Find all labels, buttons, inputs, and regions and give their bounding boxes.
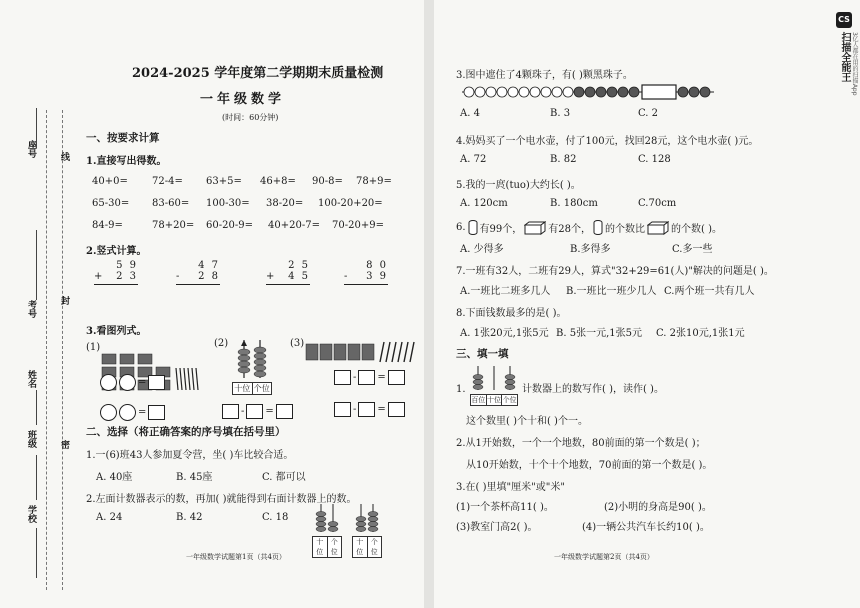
page-fold: [424, 0, 434, 608]
answer-boxes-1a: =: [100, 374, 165, 391]
choice-8: 8.下面钱数最多的是( )。: [456, 308, 567, 319]
line-label: 线: [59, 152, 69, 161]
choice-2-option-b[interactable]: B. 42: [176, 512, 203, 523]
answer-box[interactable]: [148, 375, 165, 390]
fill-3-item-1: (1)一个茶杯高11( )。: [456, 502, 554, 513]
choice-2: 2.左面计数器表示的数，再加( )就能得到右面计数器上的数。: [86, 494, 357, 505]
calc-cell: 78+9=: [356, 176, 392, 187]
exam-no-label: 考号: [26, 300, 36, 318]
exam-subtitle: 一年级数学: [200, 92, 286, 107]
answer-box[interactable]: [222, 404, 239, 419]
choice-2-option-a[interactable]: A. 24: [96, 512, 123, 523]
section-2-title: 二、选择（将正确答案的序号填在括号里）: [86, 426, 286, 438]
choice-5-option-a[interactable]: A. 120cm: [460, 198, 508, 209]
fill-2-line2: 从10开始数，十个十个地数，70前面的第一个数是( )。: [466, 460, 713, 471]
pic-label-1: (1): [86, 342, 101, 353]
cylinder-icon: [468, 220, 478, 235]
choice-3-option-c[interactable]: C. 2: [638, 108, 659, 119]
calc-cell: 100-20+20=: [318, 198, 383, 209]
left-footer: 一年级数学试题第1页（共4页）: [186, 553, 286, 561]
calc-cell: 72-4=: [152, 176, 183, 187]
q3-title: 3.看图列式。: [86, 326, 147, 337]
choice-2-option-c[interactable]: C. 18: [262, 512, 289, 523]
calc-cell: 100-30=: [206, 198, 250, 209]
calc-cell: 60-20-9=: [206, 220, 253, 231]
answer-box[interactable]: [358, 402, 375, 417]
fill-3-title: 3.在( )里填"厘米"或"米": [456, 482, 565, 493]
calc-cell: 38-20=: [266, 198, 304, 209]
exam-time: (时间：60分钟): [222, 113, 279, 122]
class-label: 班级: [26, 430, 36, 448]
choice-8-option-a[interactable]: A. 1张20元,1张5元: [460, 328, 549, 339]
choice-1-option-c[interactable]: C. 都可以: [262, 472, 306, 483]
answer-circle[interactable]: [119, 404, 136, 421]
vertical-calc-1: 5 9 + 2 3: [94, 260, 138, 285]
scanner-tagline: 3亿人都在用的扫描App: [851, 32, 858, 96]
choice-7-option-c[interactable]: C.两个班一共有几人: [664, 286, 755, 297]
abacus-picture: [232, 338, 272, 396]
choice-1: 1.一(6)班43人参加夏令营，坐( )车比较合适。: [86, 450, 294, 461]
fill-3-item-2: (2)小明的身高是90( )。: [604, 502, 712, 513]
pic-label-2: (2): [214, 338, 229, 349]
seat-label: 座号: [26, 140, 36, 158]
choice-4-option-a[interactable]: A. 72: [460, 154, 487, 165]
fill-1-counter: [470, 364, 518, 406]
blank-seat: [36, 108, 38, 148]
fill-1-line2: 这个数里( )个十和( )个一。: [466, 416, 588, 427]
fill-2-line1: 2.从1开始数，一个一个地数，80前面的第一个数是( )；: [456, 438, 706, 449]
name-label: 姓名: [26, 370, 36, 388]
seal-label: 封: [59, 296, 69, 305]
answer-circle[interactable]: [100, 404, 117, 421]
vertical-calc-2: 4 7 - 2 8: [176, 260, 220, 285]
choice-4-option-c[interactable]: C. 128: [638, 154, 671, 165]
counter-ones-label: 个位: [502, 396, 517, 404]
blank-class: [36, 455, 38, 500]
cuboid-icon: [524, 221, 546, 235]
answer-box[interactable]: [148, 405, 165, 420]
choice-5: 5.我的一庹(tuo)大约长( )。: [456, 180, 581, 191]
answer-boxes-2: - =: [222, 404, 293, 419]
right-footer: 一年级数学试题第2页（共4页）: [554, 553, 654, 561]
calc-cell: 40+0=: [92, 176, 128, 187]
answer-box[interactable]: [334, 402, 351, 417]
choice-8-option-c[interactable]: C. 2张10元,1张1元: [656, 328, 745, 339]
fill-1-text: 计数器上的数写作( )，读作( )。: [522, 384, 664, 395]
choice-7-option-b[interactable]: B.一班比一班少几人: [566, 286, 657, 297]
section-1-title: 一、按要求计算: [86, 132, 160, 144]
section-3-title: 三、填一填: [456, 348, 509, 360]
choice-7: 7.一班有32人，二班有29人，算式"32+29=61(人)"解决的问题是( )。: [456, 266, 774, 277]
counter-right: 十位 个位: [352, 502, 382, 558]
answer-circle[interactable]: [100, 374, 117, 391]
calc-cell: 84-9=: [92, 220, 123, 231]
calc-cell: 90-8=: [312, 176, 343, 187]
pencils-picture: [304, 340, 424, 364]
choice-8-option-b[interactable]: B. 5张一元,1张5元: [556, 328, 642, 339]
calc-cell: 70-20+9=: [332, 220, 384, 231]
answer-boxes-1b: =: [100, 404, 165, 421]
answer-box[interactable]: [388, 370, 405, 385]
calc-cell: 83-60=: [152, 198, 190, 209]
q2-title: 2.竖式计算。: [86, 246, 147, 257]
counter-left: 十位 个位: [312, 502, 342, 558]
binding-line-outer: [46, 110, 47, 590]
choice-6-option-a[interactable]: A. 少得多: [460, 244, 504, 255]
calc-cell: 63+5=: [206, 176, 242, 187]
answer-box[interactable]: [276, 404, 293, 419]
choice-5-option-b[interactable]: B. 180cm: [550, 198, 598, 209]
calc-cell: 46+8=: [260, 176, 296, 187]
answer-box[interactable]: [358, 370, 375, 385]
choice-3-option-b[interactable]: B. 3: [550, 108, 571, 119]
fill-3-item-3: (3)教室门高2( )。: [456, 522, 538, 533]
vertical-calc-3: 2 5 + 4 5: [266, 260, 310, 285]
choice-7-option-a[interactable]: A.一班比二班多几人: [460, 286, 551, 297]
counter-hundreds-label: 百位: [471, 396, 486, 404]
secret-label: 密: [59, 440, 69, 449]
counter-tens-label: 十位: [487, 396, 501, 404]
calc-cell: 40+20-7=: [268, 220, 320, 231]
binding-line-inner: [62, 110, 63, 590]
answer-box[interactable]: [246, 404, 263, 419]
choice-4: 4.妈妈买了一个电水壶，付了100元，找回28元，这个电水壶( )元。: [456, 136, 759, 147]
cuboid-icon: [647, 221, 669, 235]
pic-label-3: (3): [290, 338, 305, 349]
abacus-ones-label: 个位: [253, 384, 270, 393]
choice-6-option-b[interactable]: B.多得多: [570, 244, 611, 255]
q1-title: 1.直接写出得数。: [86, 156, 167, 167]
answer-boxes-3b: - =: [334, 402, 405, 417]
vertical-calc-4: 8 0 - 3 9: [344, 260, 388, 285]
cs-logo-icon: CS: [836, 12, 852, 28]
answer-boxes-3a: - =: [334, 370, 405, 385]
fill-3-item-4: (4)一辆公共汽车长约10( )。: [582, 522, 710, 533]
scanner-brand: 扫描全能王: [839, 32, 850, 82]
cylinder-icon: [593, 220, 603, 235]
blank-exam-no: [36, 230, 38, 300]
exam-title: 2024-2025 学年度第二学期期末质量检测: [132, 66, 384, 81]
choice-1-option-b[interactable]: B. 45座: [176, 472, 213, 483]
choice-6: 6. 有99个， 有28个， 的个数比 的个数( )。: [456, 222, 722, 235]
school-label: 学校: [26, 505, 36, 523]
abacus-tens-label: 十位: [233, 383, 253, 394]
choice-3-option-a[interactable]: A. 4: [460, 108, 480, 119]
answer-box[interactable]: [334, 370, 351, 385]
answer-circle[interactable]: [119, 374, 136, 391]
choice-3: 3.图中遮住了4颗珠子，有( )颗黑珠子。: [456, 70, 633, 81]
bead-string-picture: [462, 84, 714, 100]
choice-5-option-c[interactable]: C.70cm: [638, 198, 677, 209]
calc-cell: 78+20=: [152, 220, 195, 231]
choice-4-option-b[interactable]: B. 82: [550, 154, 577, 165]
blank-school: [36, 528, 38, 578]
answer-box[interactable]: [388, 402, 405, 417]
choice-6-option-c[interactable]: C.多一些: [672, 244, 713, 255]
calc-cell: 65-30=: [92, 198, 130, 209]
fill-1-number: 1.: [456, 384, 466, 395]
choice-1-option-a[interactable]: A. 40座: [96, 472, 133, 483]
blank-name: [36, 390, 38, 425]
